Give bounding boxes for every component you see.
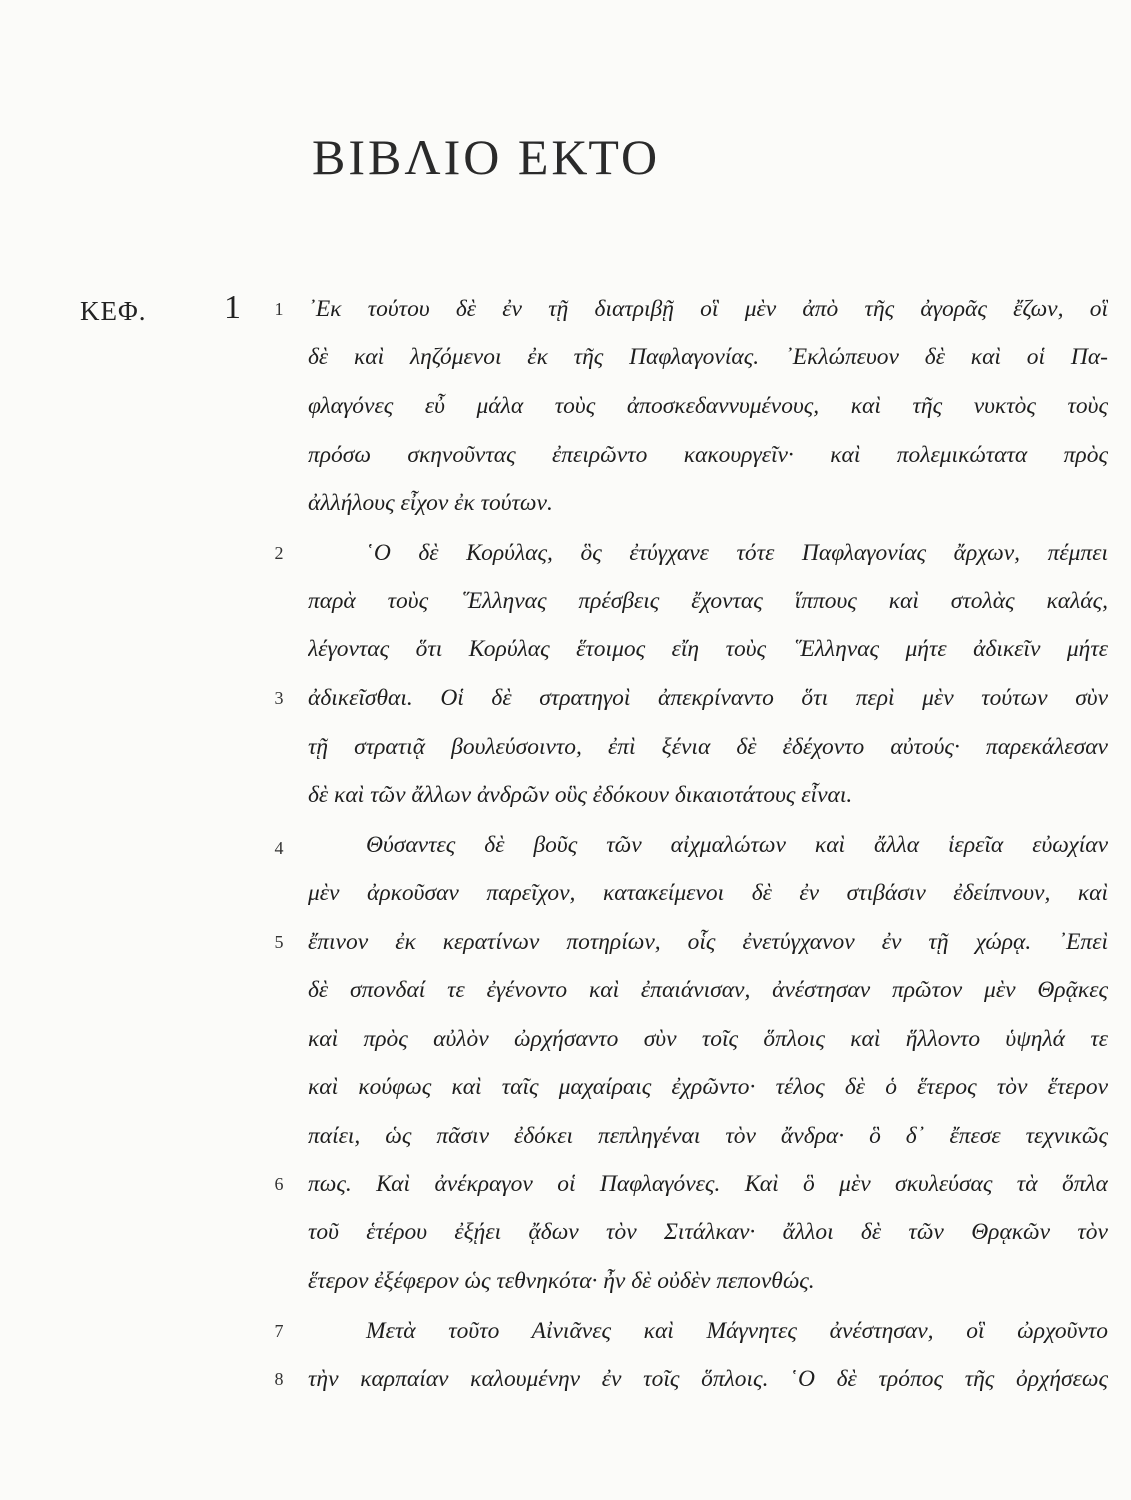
text-line: δὲ σπονδαί τε ἐγένοντο καὶ ἐπαιάνισαν, ἀνέστησαν πρῶτον μὲν Θρᾷκες	[308, 977, 1108, 1003]
text-line: πως. Καὶ ἀνέκραγον οἱ Παφλαγόνες. Καὶ ὃ μὲν σκυλεύσας τὰ ὅπλα	[308, 1171, 1108, 1197]
section-number: 4	[274, 838, 284, 858]
text-line: τῇ στρατιᾷ βουλεύσοιντο, ἐπὶ ξένια δὲ ἐδέχοντο αὐτούς· παρεκάλεσαν	[308, 734, 1108, 760]
section-number: 8	[274, 1369, 284, 1389]
text-line: καὶ πρὸς αὐλὸν ὠρχήσαντο σὺν τοῖς ὅπλοις καὶ ἥλλοντο ὑψηλά τε	[308, 1026, 1108, 1052]
chapter-label: ΚΕΦ.	[80, 296, 147, 326]
section-number: 7	[274, 1321, 284, 1341]
text-line: Μετὰ τοῦτο Αἰνιᾶνες καὶ Μάγνητες ἀνέστησαν, οἳ ὠρχοῦντο	[366, 1318, 1108, 1344]
text-line: τὴν καρπαίαν καλουμένην ἐν τοῖς ὅπλοις. ῾Ο δὲ τρόπος τῆς ὀρχήσεως	[308, 1366, 1108, 1392]
text-line: φλαγόνες εὖ μάλα τοὺς ἀποσκεδαννυμένους, καὶ τῆς νυκτὸς τοὺς	[308, 393, 1108, 419]
section-number: 6	[274, 1174, 284, 1194]
text-line: καὶ κούφως καὶ ταῖς μαχαίραις ἐχρῶντο· τέλος δὲ ὁ ἕτερος τὸν ἕτερον	[308, 1074, 1108, 1100]
text-line: παρὰ τοὺς ῞Ελληνας πρέσβεις ἔχοντας ἵππους καὶ στολὰς καλάς,	[308, 588, 1108, 614]
text-line: ῾Ο δὲ Κορύλας, ὃς ἐτύγχανε τότε Παφλαγονίας ἄρχων, πέμπει	[366, 540, 1108, 566]
text-line: λέγοντας ὅτι Κορύλας ἕτοιμος εἴη τοὺς ῞Ελληνας μήτε ἀδικεῖν μήτε	[308, 636, 1108, 662]
text-line: δὲ καὶ ληζόμενοι ἐκ τῆς Παφλαγονίας. ᾿Εκλώπευον δὲ καὶ οἱ Πα-	[308, 344, 1108, 370]
text-line: ἔπινον ἐκ κερατίνων ποτηρίων, οἷς ἐνετύγχανον ἐν τῇ χώρᾳ. ᾿Επεὶ	[308, 929, 1108, 955]
text-line: μὲν ἀρκοῦσαν παρεῖχον, κατακείμενοι δὲ ἐν στιβάσιν ἐδείπνουν, καὶ	[308, 880, 1108, 906]
text-line: τοῦ ἑτέρου ἐξῄει ᾄδων τὸν Σιτάλκαν· ἄλλοι δὲ τῶν Θρᾳκῶν τὸν	[308, 1219, 1108, 1245]
section-number: 3	[274, 688, 284, 708]
section-number: 2	[274, 543, 284, 563]
section-number: 1	[274, 299, 284, 319]
text-line: ἀλλήλους εἶχον ἐκ τούτων.	[308, 490, 553, 516]
text-line: ἀδικεῖσθαι. Οἱ δὲ στρατηγοὶ ἀπεκρίναντο ὅτι περὶ μὲν τούτων σὺν	[308, 685, 1108, 711]
book-title: ΒΙΒΛΙΟ ΕΚΤΟ	[312, 129, 661, 185]
text-line: παίει, ὡς πᾶσιν ἐδόκει πεπληγέναι τὸν ἄνδρα· ὃ δ᾿ ἔπεσε τεχνικῶς	[308, 1123, 1108, 1149]
text-line: ἕτερον ἐξέφερον ὡς τεθνηκότα· ἦν δὲ οὐδὲν πεπονθώς.	[308, 1268, 815, 1294]
text-line: ᾿Εκ τούτου δὲ ἐν τῇ διατριβῇ οἳ μὲν ἀπὸ τῆς ἀγορᾶς ἔζων, οἳ	[308, 296, 1108, 322]
text-line: Θύσαντες δὲ βοῦς τῶν αἰχμαλώτων καὶ ἄλλα ἱερεῖα εὐωχίαν	[366, 832, 1108, 858]
text-line: πρόσω σκηνοῦντας ἐπειρῶντο κακουργεῖν· καὶ πολεμικώτατα πρὸς	[308, 442, 1108, 468]
section-number: 5	[274, 932, 284, 952]
text-line: δὲ καὶ τῶν ἄλλων ἀνδρῶν οὓς ἐδόκουν δικαιοτάτους εἶναι.	[308, 782, 853, 808]
chapter-number: 1	[224, 289, 241, 326]
